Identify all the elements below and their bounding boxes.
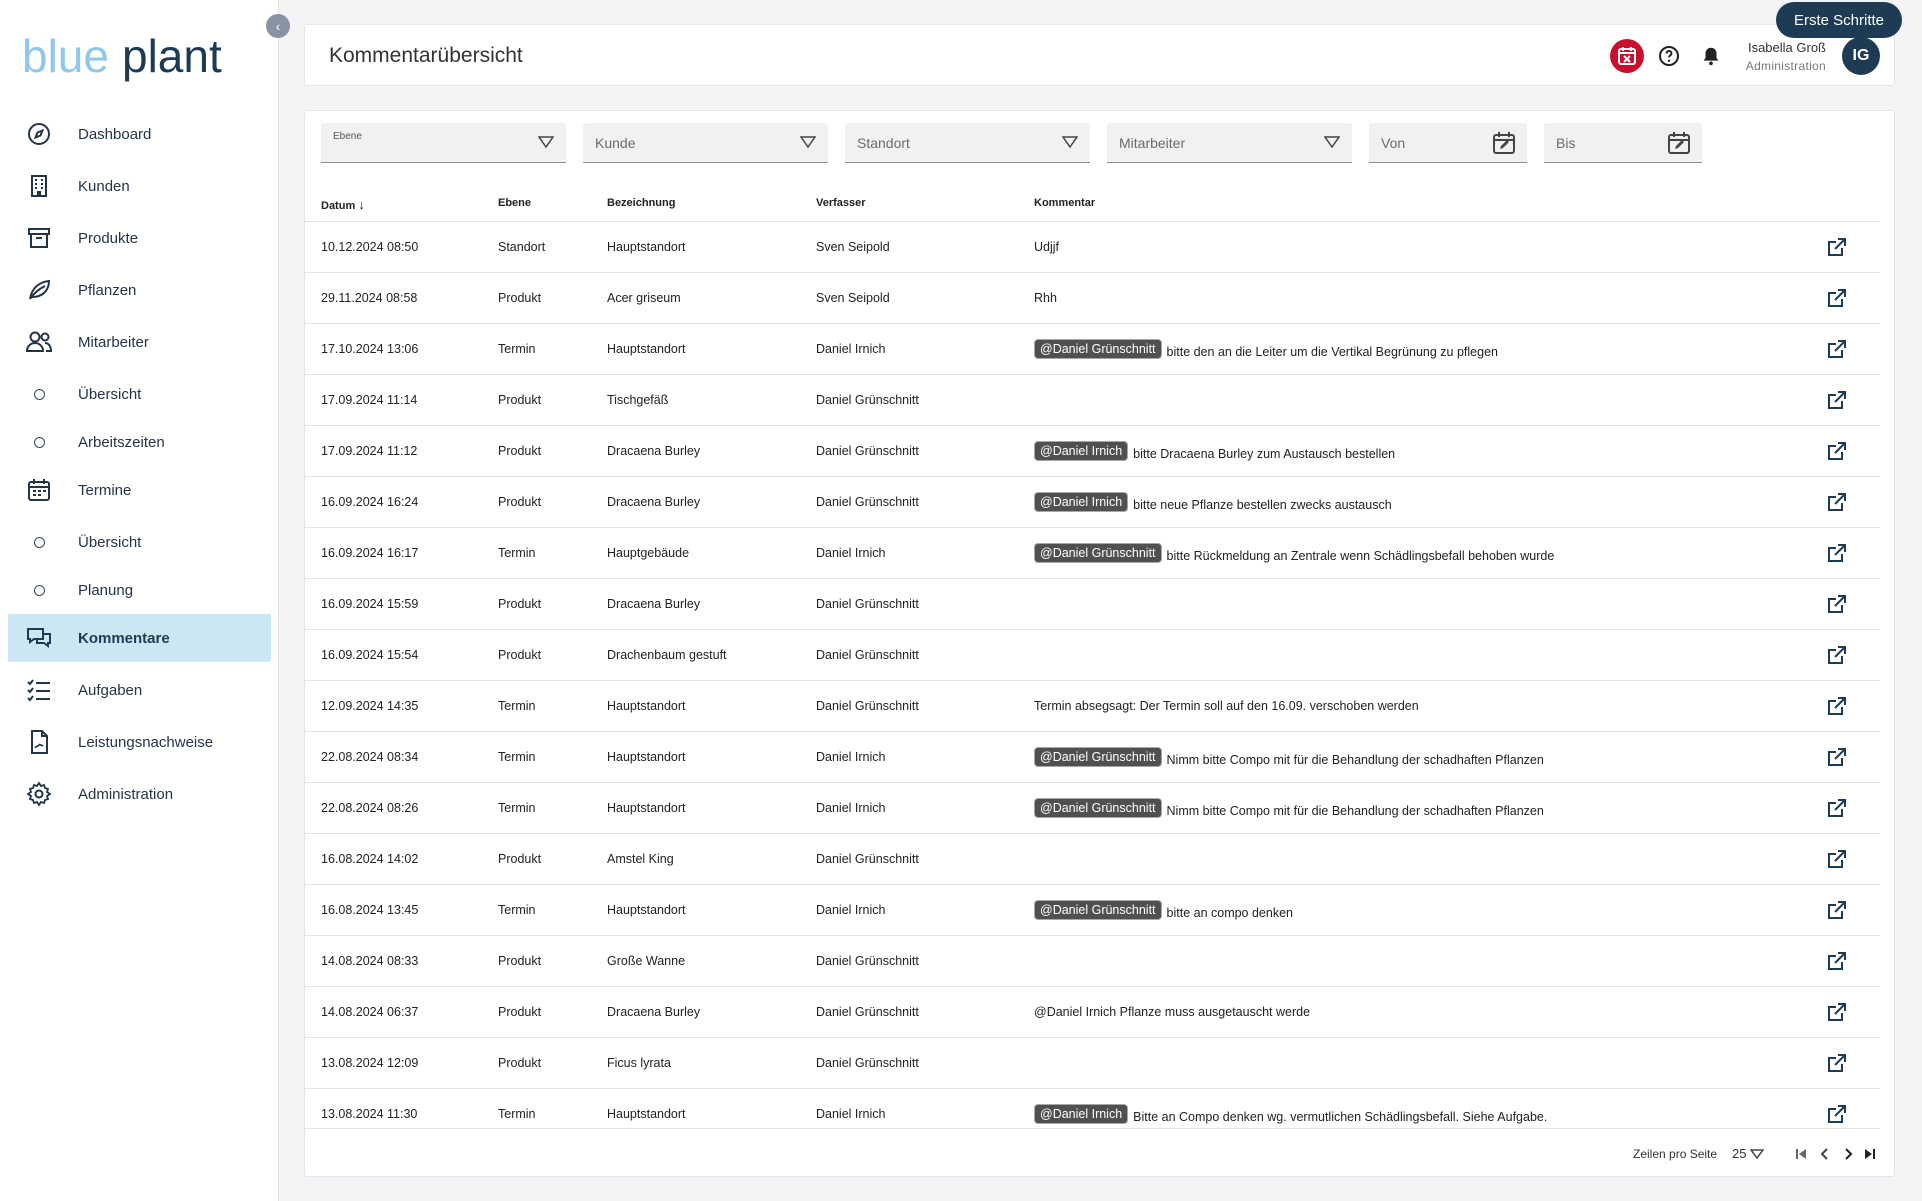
sidebar-subitem-uebersicht[interactable] — [8, 518, 271, 566]
cell-ebene: Produkt — [498, 597, 542, 611]
cell-verfasser: Sven Seipold — [816, 291, 890, 305]
mention-chip[interactable]: @Daniel Irnich — [1034, 1104, 1128, 1124]
users-icon — [24, 327, 54, 357]
cell-kommentar — [1034, 801, 1544, 821]
comments-panel — [304, 110, 1895, 1177]
comment-text: Rhh — [1034, 291, 1057, 305]
column-ebene[interactable]: Ebene — [498, 197, 532, 209]
sidebar-item-label: Übersicht — [78, 533, 142, 551]
cell-datum: 16.09.2024 15:54 — [321, 648, 419, 662]
open-link-icon[interactable] — [1826, 1052, 1848, 1074]
paginator — [305, 1128, 1880, 1176]
cell-ebene: Termin — [498, 750, 536, 764]
help-icon[interactable] — [1652, 39, 1686, 73]
next-page-icon[interactable] — [1840, 1146, 1856, 1162]
comment-text: @Daniel Irnich Pflanze muss ausgetauscht werde — [1034, 1005, 1311, 1019]
chevron-down-icon — [538, 135, 554, 149]
filter-ebene-label: Ebene — [333, 131, 362, 142]
archive-box-icon — [24, 223, 54, 253]
page-title: Kommentarübersicht — [329, 44, 523, 67]
chat-bubbles-icon — [24, 623, 54, 653]
sidebar-item-kommentare[interactable] — [8, 614, 271, 662]
column-bezeichnung[interactable]: Bezeichnung — [607, 197, 676, 209]
sidebar-item-administration[interactable] — [8, 770, 271, 818]
cell-kommentar — [1034, 699, 1419, 713]
cell-kommentar — [1034, 495, 1392, 515]
cell-ebene: Termin — [498, 801, 536, 815]
cell-ebene: Produkt — [498, 393, 542, 407]
document-icon — [24, 727, 54, 757]
cell-verfasser: Sven Seipold — [816, 240, 890, 254]
cell-ebene: Produkt — [498, 291, 542, 305]
cell-ebene: Produkt — [498, 852, 542, 866]
user-info[interactable] — [1746, 40, 1826, 73]
cell-bezeichnung: Hauptstandort — [607, 903, 686, 917]
cell-bezeichnung: Dracaena Burley — [607, 597, 701, 611]
cell-bezeichnung: Acer griseum — [607, 291, 681, 305]
sidebar-nav — [8, 110, 271, 822]
sidebar — [0, 0, 279, 1201]
filter-kunde[interactable] — [583, 123, 828, 163]
comment-text: bitte Rückmeldung an Zentrale wenn Schädlingsbefall behoben wurde — [1166, 549, 1555, 563]
filter-bis[interactable] — [1544, 123, 1702, 163]
open-link-icon[interactable] — [1826, 899, 1848, 921]
table-row — [305, 477, 1880, 528]
open-link-icon[interactable] — [1826, 797, 1848, 819]
cell-kommentar — [1034, 903, 1293, 923]
table-row — [305, 273, 1880, 324]
cell-kommentar — [1034, 240, 1059, 254]
mention-chip[interactable]: @Daniel Grünschnitt — [1034, 747, 1162, 767]
svg-text:blue: blue — [22, 30, 109, 82]
mention-chip[interactable]: @Daniel Grünschnitt — [1034, 543, 1162, 563]
cell-ebene: Produkt — [498, 1005, 542, 1019]
cell-bezeichnung: Dracaena Burley — [607, 1005, 701, 1019]
table-row — [305, 732, 1880, 783]
cell-kommentar — [1034, 1005, 1310, 1019]
circle-icon — [24, 585, 54, 596]
cell-ebene: Produkt — [498, 648, 542, 662]
chevron-down-icon — [1324, 135, 1340, 149]
page-header — [304, 24, 1895, 86]
filter-bis-label: Bis — [1556, 135, 1576, 151]
filter-kunde-label: Kunde — [595, 135, 636, 151]
cell-ebene: Produkt — [498, 444, 542, 458]
table-row — [305, 1038, 1880, 1089]
cell-bezeichnung: Ficus lyrata — [607, 1056, 671, 1070]
filter-von-label: Von — [1381, 135, 1406, 151]
cell-verfasser: Daniel Grünschnitt — [816, 852, 919, 866]
table-row — [305, 324, 1880, 375]
cell-kommentar — [1034, 444, 1395, 464]
sidebar-item-label: Mitarbeiter — [78, 333, 149, 351]
page-size-select[interactable] — [1732, 1146, 1764, 1161]
cell-ebene: Termin — [498, 546, 536, 560]
table-row — [305, 681, 1880, 732]
cell-kommentar — [1034, 546, 1554, 566]
sidebar-subitem-planung[interactable] — [8, 566, 271, 614]
mention-chip[interactable]: @Daniel Irnich — [1034, 492, 1128, 512]
circle-icon — [24, 389, 54, 400]
open-link-icon[interactable] — [1826, 593, 1848, 615]
open-link-icon[interactable] — [1826, 746, 1848, 768]
circle-icon — [24, 537, 54, 548]
first-page-icon[interactable] — [1793, 1146, 1809, 1162]
open-link-icon[interactable] — [1826, 440, 1848, 462]
cell-datum: 17.10.2024 13:06 — [321, 342, 419, 356]
cell-verfasser: Daniel Irnich — [816, 546, 886, 560]
cell-verfasser: Daniel Grünschnitt — [816, 444, 919, 458]
sidebar-item-pflanzen[interactable] — [8, 266, 271, 314]
cell-bezeichnung: Amstel King — [607, 852, 674, 866]
column-datum-label: Datum — [321, 200, 356, 212]
comment-text: bitte Dracaena Burley zum Austausch bestellen — [1133, 447, 1396, 461]
open-link-icon[interactable] — [1826, 644, 1848, 666]
open-link-icon[interactable] — [1826, 389, 1848, 411]
user-role: Administration — [1745, 58, 1826, 73]
cell-verfasser: Daniel Grünschnitt — [816, 699, 919, 713]
last-page-icon[interactable] — [1862, 1146, 1878, 1162]
open-link-icon[interactable] — [1826, 338, 1848, 360]
comment-text: Nimm bitte Compo mit für die Behandlung der schadhaften Pflanzen — [1166, 804, 1544, 818]
cell-verfasser: Daniel Grünschnitt — [816, 597, 919, 611]
cell-kommentar — [1034, 291, 1057, 305]
table-row — [305, 936, 1880, 987]
cell-bezeichnung: Hauptstandort — [607, 1107, 686, 1121]
cell-verfasser: Daniel Grünschnitt — [816, 954, 919, 968]
sidebar-item-dashboard[interactable] — [8, 110, 271, 158]
filter-mitarbeiter[interactable] — [1107, 123, 1352, 163]
cell-datum: 22.08.2024 08:26 — [321, 801, 419, 815]
cell-verfasser: Daniel Grünschnitt — [816, 393, 919, 407]
chevron-down-icon — [800, 135, 816, 149]
open-link-icon[interactable] — [1826, 848, 1848, 870]
cell-ebene: Termin — [498, 699, 536, 713]
open-link-icon[interactable] — [1826, 1001, 1848, 1023]
calendar-cancel-icon[interactable] — [1610, 39, 1644, 73]
cell-datum: 16.09.2024 16:24 — [321, 495, 419, 509]
checklist-icon — [24, 675, 54, 705]
cell-verfasser: Daniel Irnich — [816, 801, 886, 815]
table-row — [305, 834, 1880, 885]
cell-ebene: Produkt — [498, 954, 542, 968]
cell-datum: 29.11.2024 08:58 — [321, 291, 418, 305]
sidebar-item-mitarbeiter[interactable] — [8, 318, 271, 366]
cell-bezeichnung: Hauptstandort — [607, 750, 686, 764]
cell-kommentar — [1034, 750, 1544, 770]
open-link-icon[interactable] — [1826, 491, 1848, 513]
gear-icon — [24, 779, 54, 809]
erste-schritte-button[interactable]: Erste Schritte — [1776, 2, 1902, 38]
cell-ebene: Termin — [498, 342, 536, 356]
table-header — [305, 181, 1880, 222]
cell-verfasser: Daniel Grünschnitt — [816, 648, 919, 662]
table-row — [305, 630, 1880, 681]
cell-datum: 16.08.2024 14:02 — [321, 852, 419, 866]
table-row — [305, 885, 1880, 936]
open-link-icon[interactable] — [1826, 542, 1848, 564]
cell-verfasser: Daniel Irnich — [816, 1107, 886, 1121]
mention-chip[interactable]: @Daniel Grünschnitt — [1034, 798, 1162, 818]
table-row — [305, 528, 1880, 579]
sidebar-item-label: Dashboard — [78, 125, 152, 143]
cell-bezeichnung: Dracaena Burley — [607, 495, 701, 509]
sidebar-item-produkte[interactable] — [8, 214, 271, 262]
sidebar-item-label: Administration — [78, 785, 174, 803]
svg-text:plant: plant — [122, 30, 222, 82]
cell-ebene: Termin — [498, 1107, 536, 1121]
cell-verfasser: Daniel Grünschnitt — [816, 495, 919, 509]
open-link-icon[interactable] — [1826, 236, 1848, 258]
cell-ebene: Produkt — [498, 495, 542, 509]
cell-datum: 16.09.2024 16:17 — [321, 546, 419, 560]
building-icon — [24, 171, 54, 201]
compass-icon — [24, 119, 54, 149]
calendar-edit-icon[interactable] — [1491, 130, 1517, 156]
table-body — [305, 222, 1880, 1201]
cell-bezeichnung: Drachenbaum gestuft — [607, 648, 727, 662]
sidebar-item-label: Kommentare — [78, 629, 170, 647]
cell-datum: 12.09.2024 14:35 — [321, 699, 419, 713]
comment-text: Termin absegsagt: Der Termin soll auf den 16.09. verschoben werden — [1034, 699, 1419, 713]
cell-bezeichnung: Hauptstandort — [607, 240, 686, 254]
cell-ebene: Termin — [498, 903, 536, 917]
sidebar-item-label: Aufgaben — [78, 681, 143, 699]
comment-text: bitte an compo denken — [1166, 906, 1293, 920]
sidebar-item-termine[interactable] — [8, 466, 271, 514]
comment-text: Bitte an Compo denken wg. vermutlichen Schädlingsbefall. Siehe Aufgabe. — [1133, 1110, 1548, 1124]
avatar[interactable]: IG — [1842, 37, 1880, 75]
filter-bar — [321, 123, 1719, 163]
sidebar-subitem-uebersicht[interactable] — [8, 370, 271, 418]
rows-per-page-label: Zeilen pro Seite — [1633, 1147, 1718, 1161]
cell-kommentar — [1034, 1107, 1547, 1127]
cell-kommentar — [1034, 342, 1498, 362]
table-row — [305, 375, 1880, 426]
column-verfasser[interactable]: Verfasser — [816, 197, 866, 209]
cell-datum: 13.08.2024 11:30 — [321, 1107, 418, 1121]
sidebar-item-kunden[interactable] — [8, 162, 271, 210]
cell-datum: 22.08.2024 08:34 — [321, 750, 419, 764]
cell-bezeichnung: Tischgefäß — [607, 393, 669, 407]
sidebar-item-leistungsnachweise[interactable] — [8, 718, 271, 766]
cell-verfasser: Daniel Irnich — [816, 750, 886, 764]
open-link-icon[interactable] — [1826, 1103, 1848, 1125]
cell-bezeichnung: Hauptgebäude — [607, 546, 690, 560]
mention-chip[interactable]: @Daniel Grünschnitt — [1034, 339, 1162, 359]
calendar-icon — [24, 475, 54, 505]
mention-chip[interactable]: @Daniel Irnich — [1034, 441, 1128, 461]
filter-standort-label: Standort — [857, 135, 910, 151]
column-datum[interactable] — [321, 197, 365, 212]
cell-datum: 14.08.2024 08:33 — [321, 954, 419, 968]
open-link-icon[interactable] — [1826, 287, 1848, 309]
previous-page-icon[interactable] — [1817, 1146, 1833, 1162]
cell-bezeichnung: Große Wanne — [607, 954, 686, 968]
sidebar-item-label: Produkte — [78, 229, 139, 247]
calendar-edit-icon[interactable] — [1666, 130, 1692, 156]
cell-verfasser: Daniel Irnich — [816, 903, 886, 917]
comment-text: Udjjf — [1034, 240, 1060, 254]
sidebar-item-label: Leistungsnachweise — [78, 733, 214, 751]
cell-ebene: Produkt — [498, 1056, 542, 1070]
cell-datum: 16.08.2024 13:45 — [321, 903, 419, 917]
filter-von[interactable] — [1369, 123, 1527, 163]
cell-bezeichnung: Hauptstandort — [607, 342, 686, 356]
table-row — [305, 222, 1880, 273]
table-row — [305, 426, 1880, 477]
cell-datum: 14.08.2024 06:37 — [321, 1005, 419, 1019]
cell-ebene: Standort — [498, 240, 546, 254]
sidebar-item-label: Pflanzen — [78, 281, 137, 299]
cell-bezeichnung: Hauptstandort — [607, 801, 686, 815]
filter-ebene[interactable] — [321, 123, 566, 163]
cell-datum: 17.09.2024 11:12 — [321, 444, 418, 458]
sidebar-item-label: Planung — [78, 581, 134, 599]
sidebar-item-label: Termine — [78, 481, 132, 499]
blueplant-logo[interactable] — [22, 30, 242, 90]
comment-text: Nimm bitte Compo mit für die Behandlung der schadhaften Pflanzen — [1166, 753, 1544, 767]
cell-datum: 13.08.2024 12:09 — [321, 1056, 419, 1070]
chevron-down-icon — [1750, 1148, 1764, 1160]
filter-standort[interactable] — [845, 123, 1090, 163]
sidebar-item-label: Arbeitszeiten — [78, 433, 165, 451]
collapse-sidebar-button[interactable]: ‹ — [266, 14, 290, 38]
chevron-down-icon — [1062, 135, 1078, 149]
column-kommentar[interactable]: Kommentar — [1034, 197, 1096, 209]
sidebar-subitem-arbeitszeiten[interactable] — [8, 418, 271, 466]
cell-verfasser: Daniel Grünschnitt — [816, 1005, 919, 1019]
mention-chip[interactable]: @Daniel Grünschnitt — [1034, 900, 1162, 920]
filter-mitarbeiter-label: Mitarbeiter — [1119, 135, 1186, 151]
sidebar-item-label: Kunden — [78, 177, 130, 195]
cell-verfasser: Daniel Irnich — [816, 342, 886, 356]
cell-datum: 17.09.2024 11:14 — [321, 393, 418, 407]
cell-verfasser: Daniel Grünschnitt — [816, 1056, 919, 1070]
table-row — [305, 579, 1880, 630]
open-link-icon[interactable] — [1826, 950, 1848, 972]
cell-datum: 10.12.2024 08:50 — [321, 240, 419, 254]
notification-bell-icon[interactable] — [1694, 39, 1728, 73]
leaf-icon — [24, 275, 54, 305]
cell-bezeichnung: Hauptstandort — [607, 699, 686, 713]
page-size-value: 25 — [1732, 1146, 1747, 1161]
sidebar-item-label: Übersicht — [78, 385, 142, 403]
table-row — [305, 987, 1880, 1038]
circle-icon — [24, 437, 54, 448]
open-link-icon[interactable] — [1826, 695, 1848, 717]
table-row — [305, 783, 1880, 834]
user-name: Isabella Groß — [1747, 39, 1826, 55]
sort-arrow-down-icon: ↓ — [358, 197, 365, 212]
cell-datum: 16.09.2024 15:59 — [321, 597, 419, 611]
comment-text: bitte den an die Leiter um die Vertikal Begrünung zu pflegen — [1166, 345, 1498, 359]
comment-text: bitte neue Pflanze bestellen zwecks austausch — [1133, 498, 1392, 512]
sidebar-item-aufgaben[interactable] — [8, 666, 271, 714]
cell-bezeichnung: Dracaena Burley — [607, 444, 701, 458]
